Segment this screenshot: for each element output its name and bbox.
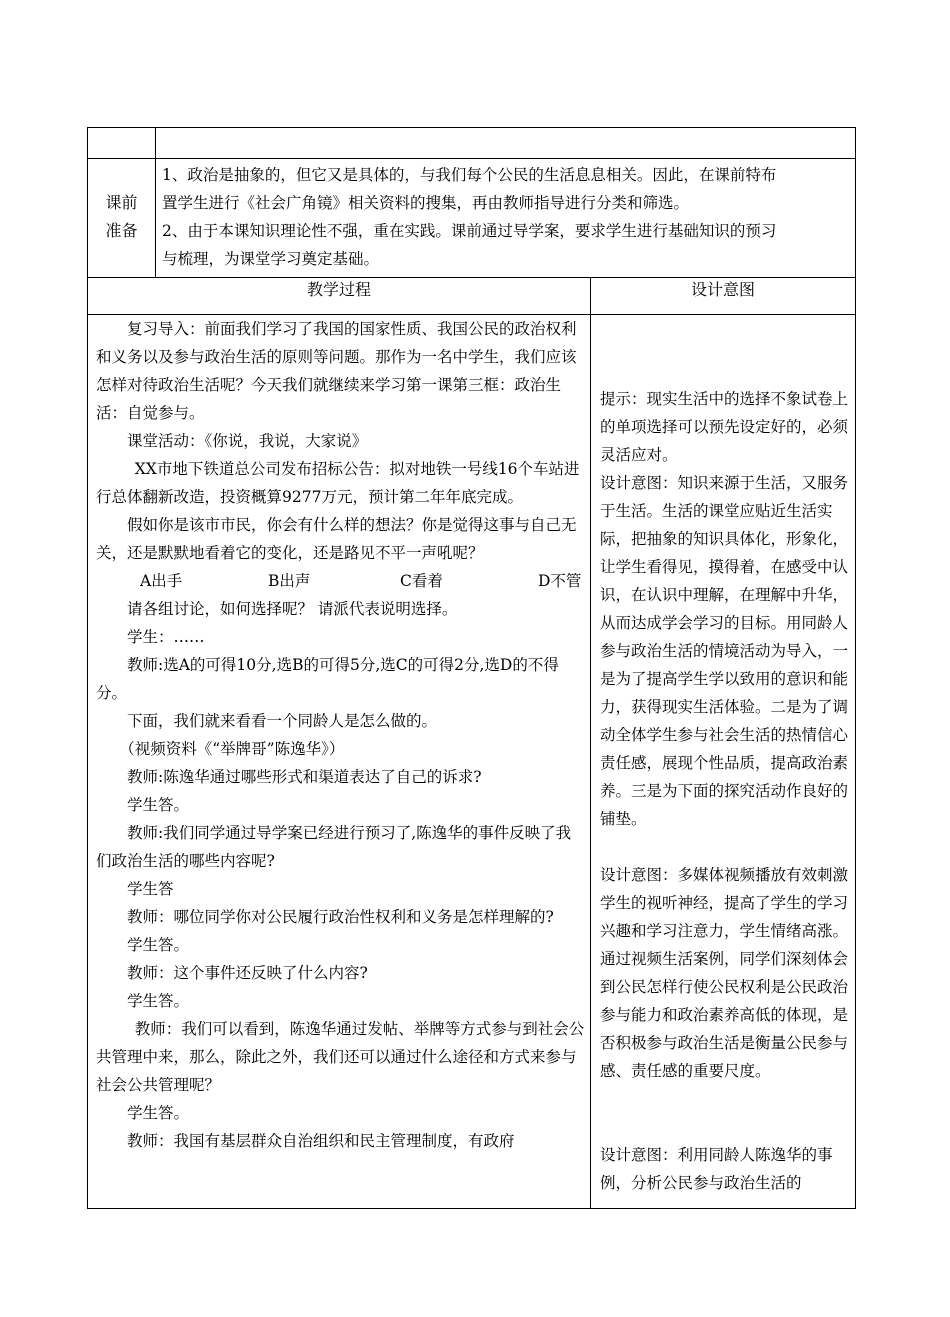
prep-row bbox=[88, 159, 855, 277]
intent-design-3: 设计意图：利用同龄人陈逸华的事例，分析公民参与政治生活的 bbox=[600, 1146, 833, 1192]
lesson-plan-table bbox=[87, 127, 856, 1209]
prep-content bbox=[162, 161, 854, 273]
process-teacher-q3: 教师：哪位同学你对公民履行政治性权利和义务是怎样理解的? bbox=[127, 908, 554, 926]
process-notice: XX市地下铁道总公司发布招标公告：拟对地铁一号线16个车站进行总体翻新改造，投资概算9277万元，预计第二年年底完成。 bbox=[96, 460, 580, 506]
process-student: 学生：…… bbox=[127, 628, 205, 646]
header-intent: 设计意图 bbox=[690, 280, 755, 299]
intent-design-2: 设计意图：多媒体视频播放有效刺激学生的视听神经，提高了学生的学习兴趣和学习注意力，学生情绪高涨。通过视频生活案例，同学们深刻体会到公民怎样行使公民权利是公民政治参与能力和政治素养高低的体现，是否积极参与政治生活是衡量公民参与感、责任感的重要尺度。 bbox=[600, 866, 849, 1080]
options-row bbox=[96, 567, 586, 595]
process-teacher-q2: 教师:我们同学通过导学案已经进行预习了,陈逸华的事件反映了我们政治生活的哪些内容呢? bbox=[96, 824, 572, 870]
empty-row bbox=[88, 128, 855, 158]
process-student-a4: 学生答。 bbox=[127, 992, 190, 1010]
option-d: D不管 bbox=[538, 572, 582, 590]
process-video: （视频资料《“举牌哥”陈逸华》） bbox=[119, 740, 345, 758]
process-teacher-q6: 教师：我国有基层群众自治组织和民主管理制度，有政府 bbox=[127, 1132, 515, 1150]
prep-line: 置学生进行《社会广角镜》相关资料的搜集，再由教师指导进行分类和筛选。 bbox=[162, 194, 690, 212]
process-scoring: 教师:选A的可得10分,选B的可得5分,选C的可得2分,选D的不得分。 bbox=[96, 656, 559, 702]
process-student-a5: 学生答。 bbox=[127, 1104, 190, 1122]
process-question: 假如你是该市市民，你会有什么样的想法？你是觉得这事与自己无关，还是默默地看着它的变化，还是路见不平一声吼呢？ bbox=[96, 516, 577, 562]
intent-column bbox=[600, 315, 850, 1197]
process-student-a3: 学生答。 bbox=[127, 936, 190, 954]
process-student-a1: 学生答。 bbox=[127, 796, 190, 814]
process-discussion: 请各组讨论，如何选择呢？ 请派代表说明选择。 bbox=[127, 600, 458, 618]
prep-line: 1、政治是抽象的，但它又是具体的，与我们每个公民的生活息息相关。因此，在课前特布 bbox=[162, 166, 777, 184]
process-intro: 复习导入：前面我们学习了我国的国家性质、我国公民的政治权利和义务以及参与政治生活的原则等问题。那作为一名中学生，我们应该怎样对待政治生活呢？今天我们就继续来学习第一课第三框：政治生活：自觉参与。 bbox=[96, 320, 577, 422]
intent-design-1: 设计意图：知识来源于生活，又服务于生活。生活的课堂应贴近生活实际，把抽象的知识具体化，形象化，让学生看得见，摸得着，在感受中认识，在认识中理解，在理解中升华，从而达成学会学习的目标。用同龄人参与政治生活的情境活动为导入，一是为了提高学生学以致用的意识和能力，获得现实生活体验。二是为了调动全体学生参与社会生活的热情信心责任感，展现个性品质，提高政治素养。三是为下面的探究活动作良好的铺垫。 bbox=[600, 474, 849, 828]
body-row bbox=[88, 315, 855, 1208]
process-teacher-q1: 教师:陈逸华通过哪些形式和渠道表达了自己的诉求? bbox=[127, 768, 482, 786]
header-process: 教学过程 bbox=[306, 280, 371, 299]
header-row bbox=[88, 278, 855, 314]
process-teacher-q5: 教师：我们可以看到，陈逸华通过发帖、举牌等方式参与到社会公共管理中来，那么，除此之外，我们还可以通过什么途径和方式来参与社会公共管理呢？ bbox=[96, 1020, 585, 1094]
option-a: A出手 bbox=[140, 572, 183, 590]
prep-label-line1: 课前 bbox=[105, 193, 138, 212]
prep-label-line2: 准备 bbox=[105, 221, 138, 240]
process-teacher-q4: 教师：这个事件还反映了什么内容? bbox=[127, 964, 368, 982]
process-transition: 下面，我们就来看看一个同龄人是怎么做的。 bbox=[127, 712, 438, 730]
option-b: B出声 bbox=[268, 572, 311, 590]
intent-tip: 提示：现实生活中的选择不象试卷上的单项选择可以预先设定好的，必须灵活应对。 bbox=[600, 390, 849, 464]
prep-line: 与梳理，为课堂学习奠定基础。 bbox=[162, 250, 380, 268]
process-column bbox=[96, 315, 586, 1155]
process-student-a2: 学生答 bbox=[127, 880, 174, 898]
prep-line: 2、由于本课知识理论性不强，重在实践。课前通过导学案，要求学生进行基础知识的预习 bbox=[162, 222, 777, 240]
option-c: C看着 bbox=[400, 572, 443, 590]
prep-label bbox=[88, 189, 155, 245]
process-activity: 课堂活动：《你说，我说，大家说》 bbox=[127, 432, 368, 450]
